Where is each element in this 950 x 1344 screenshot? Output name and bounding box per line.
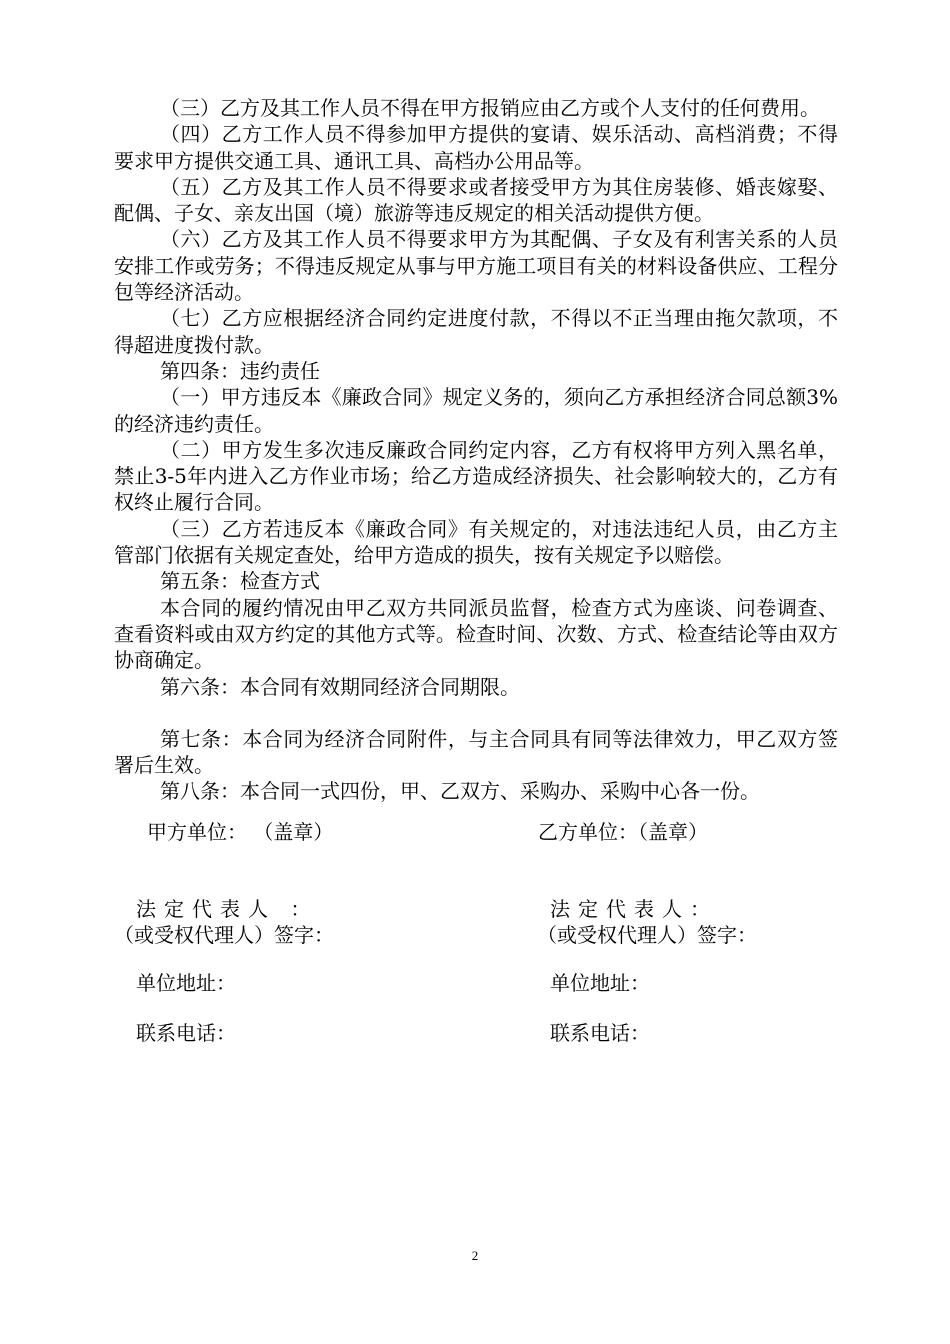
party-b-rep: 法定代表人： (550, 897, 718, 921)
party-a-unit: 甲方单位： （盖章） (147, 820, 334, 844)
party-a-phone: 联系电话： (136, 1021, 236, 1045)
party-a-proxy: （或受权代理人）签字： (114, 923, 334, 947)
contract-body (114, 95, 838, 805)
party-b-proxy: （或受权代理人）签字： (537, 923, 757, 947)
clause-3-5: （五）乙方及其工作人员不得要求或者接受甲方为其住房装修、婚丧嫁娶、配偶、子女、亲友出国（境）旅游等违反规定的相关活动提供方便。 (114, 174, 838, 226)
article-4-heading: 第四条：违约责任 (160, 358, 320, 383)
clause-3-6: （六）乙方及其工作人员不得要求甲方为其配偶、子女及有利害关系的人员安排工作或劳务；不得违反规定从事与甲方施工项目有关的材料设备供应、工程分包等经济活动。 (114, 227, 838, 305)
party-b-address: 单位地址： (550, 971, 650, 995)
clause-4-3: （三）乙方若违反本《廉政合同》有关规定的，对违法违纪人员，由乙方主管部门依据有关规定查处，给甲方造成的损失，按有关规定予以赔偿。 (114, 516, 838, 568)
clause-4-2: （二）甲方发生多次违反廉政合同约定内容，乙方有权将甲方列入黑名单，禁止3-5年内进入乙方作业市场；给乙方造成经济损失、社会影响较大的，乙方有权终止履行合同。 (114, 437, 838, 515)
party-a-address: 单位地址： (136, 971, 236, 995)
party-a-rep: 法定代表人 ： (136, 897, 319, 921)
clause-3-7: （七）乙方应根据经济合同约定进度付款，不得以不正当理由拖欠款项，不得超进度拨付款。 (114, 306, 838, 357)
article-5-body: 本合同的履约情况由甲乙双方共同派员监督，检查方式为座谈、问卷调查、查看资料或由双方约定的其他方式等。检查时间、次数、方式、检查结论等由双方协商确定。 (114, 595, 838, 673)
article-6: 第六条：本合同有效期同经济合同期限。 (160, 674, 520, 699)
party-b-phone: 联系电话： (550, 1021, 650, 1045)
article-5-heading: 第五条：检查方式 (160, 569, 320, 594)
article-8: 第八条：本合同一式四份，甲、乙双方、采购办、采购中心各一份。 (160, 779, 760, 804)
party-b-unit: 乙方单位：（盖章） (538, 820, 708, 844)
paragraph-gap (114, 700, 838, 726)
clause-3-3: （三）乙方及其工作人员不得在甲方报销应由乙方或个人支付的任何费用。 (160, 96, 820, 120)
page-number: 2 (471, 1248, 479, 1263)
clause-3-4: （四）乙方工作人员不得参加甲方提供的宴请、娱乐活动、高档消费；不得要求甲方提供交通工具、通讯工具、高档办公用品等。 (114, 122, 838, 173)
clause-4-1: （一）甲方违反本《廉政合同》规定义务的，须向乙方承担经济合同总额3%的经济违约责任。 (114, 385, 838, 436)
article-7: 第七条：本合同为经济合同附件，与主合同具有同等法律效力，甲乙双方签署后生效。 (114, 726, 838, 778)
